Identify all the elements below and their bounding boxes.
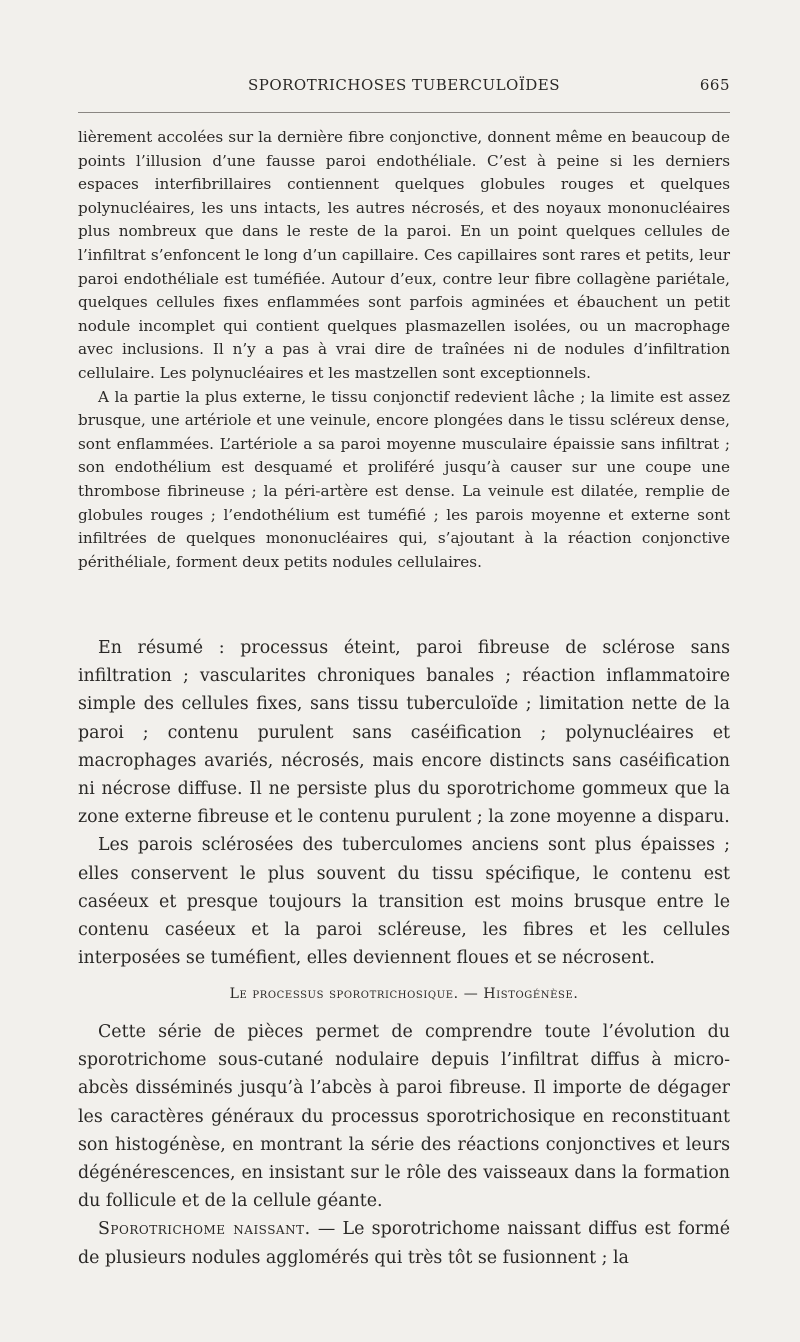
paragraph-summary: En résumé : processus éteint, paroi fibreuse de sclérose sans infiltration ; vascularites chroniques banales ; réaction inflammatoire simple des cellules fixes, sans tissu tuberculoïde ; limitation nette de la paroi ; contenu purulent sans caséification ; polynucléaires et macrophages avariés, nécrosés, mais encore distincts sans caséification ni nécrose diffuse. Il ne persiste plus du sporotrichome gommeux que la zone externe fibreuse et le contenu purulent ; la zone moyenne a disparu. bbox=[78, 638, 730, 828]
paragraph-lead: Sporotrichome naissant. bbox=[98, 1219, 311, 1240]
page-number: 665 bbox=[699, 76, 730, 94]
section-text bbox=[78, 1018, 730, 1272]
paragraph-with-lead bbox=[78, 1215, 730, 1271]
paragraph: Les parois sclérosées des tuberculomes anciens sont plus épaisses ; elles conservent le plus souvent du tissu spécifique, le contenu est caséeux et presque toujours la transition est moins brusque entre le contenu caséeux et la paroi scléreuse, les fibres et les cellules interposées se tuméfient, elles deviennent floues et se nécrosent. bbox=[78, 835, 730, 969]
running-header bbox=[78, 72, 730, 102]
body-text-small bbox=[78, 126, 730, 574]
summary-text bbox=[78, 634, 730, 972]
paragraph: A la partie la plus externe, le tissu conjonctif redevient lâche ; la limite est assez brusque, une artériole et une veinule, encore plongées dans le tissu scléreux dense, sont enflammées. L’artériole a sa paroi moyenne musculaire épaissie sans infiltrat ; son endothélium est desquamé et proliféré jusqu’à causer sur une coupe une thrombose fibrineuse ; la péri-artère est dense. La veinule est dilatée, remplie de globules rouges ; l’endothélium est tuméfié ; les parois moyenne et externe sont infiltrées de quelques mononucléaires qui, s’ajoutant à la réaction conjonctive périthéliale, forment deux petits nodules cellulaires. bbox=[78, 387, 730, 571]
paragraph: Cette série de pièces permet de comprendre toute l’évolution du sporotrichome sous-cutané nodulaire depuis l’infiltrat diffus à micro-abcès disséminés jusqu’à l’abcès à paroi fibreuse. Il importe de dégager les caractères généraux du processus sporotrichosique en reconstituant son histogénèse, en montrant la série des réactions conjonctives et leurs dégénérescences, en insistant sur le rôle des vaisseaux dans la formation du follicule et de la cellule géante. bbox=[78, 1022, 730, 1212]
running-title: SPOROTRICHOSES TUBERCULOÏDES bbox=[247, 76, 561, 94]
paragraph-continued: lièrement accolées sur la dernière fibre conjonctive, donnent même en beaucoup de points l’illusion d’une fausse paroi endothéliale. C’est à peine si les derniers espaces interfibrillaires contiennent quelques globules rouges et quelques polynucléaires, les uns intacts, les autres nécrosés, et des noyaux mononucléaires plus nombreux que dans le reste de la paroi. En un point quelques cellules de l’infiltrat s’enfoncent le long d’un capillaire. Ces capillaires sont rares et petits, leur paroi endothéliale est tuméfiée. Autour d’eux, contre leur fibre collagène pariétale, quelques cellules fixes enflammées sont parfois agminées et ébauchent un petit nodule incomplet qui contient quelques plasmazellen isolées, ou un macrophage avec inclusions. Il n’y a pas à vrai dire de traînées ni de nodules d’infiltration cellulaire. Les polynucléaires et les mastzellen sont exceptionnels. bbox=[78, 128, 730, 382]
header-rule bbox=[78, 112, 730, 113]
section-heading: Le processus sporotrichosique. — Histogénèse. bbox=[229, 986, 579, 1002]
paragraph-rest: — Le sporotrichome naissant diffus est formé de plusieurs nodules agglomérés qui très tôt se fusionnent ; la bbox=[78, 1219, 731, 1268]
